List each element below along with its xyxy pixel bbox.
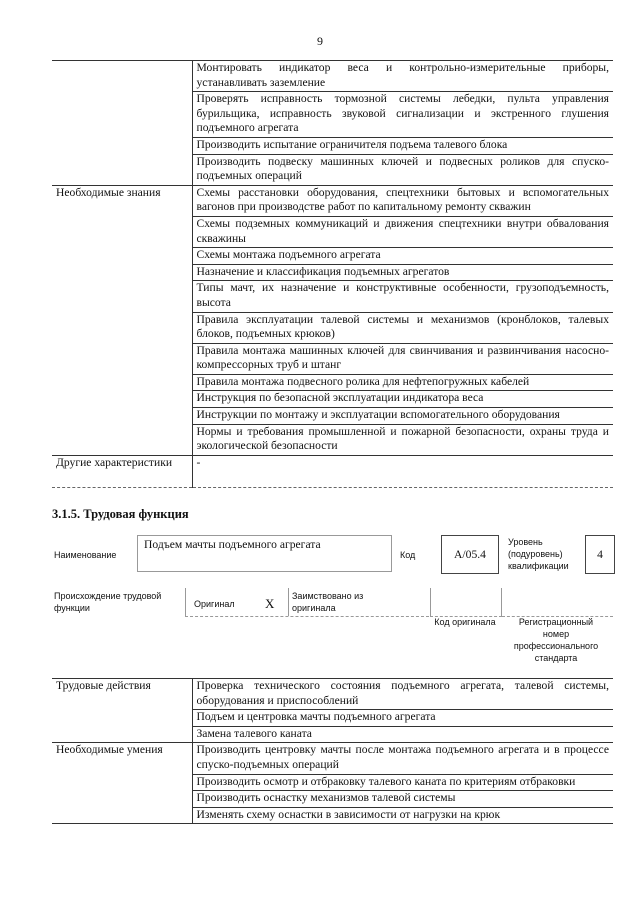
table-row: [52, 264, 613, 281]
table-row: [52, 743, 613, 774]
action-item: Замена талевого каната: [192, 726, 613, 743]
other-value: -: [192, 455, 613, 487]
table-row: [52, 455, 613, 487]
table-row: [52, 216, 613, 247]
skill-item: Изменять схему оснастки в зависимости от нагрузки на крюк: [192, 807, 613, 824]
page-number: 9: [317, 34, 323, 48]
code-value: А/05.4: [441, 535, 499, 574]
action-item: Проверять исправность тормозной системы лебедки, пульта управления бурильщика, исправность звуковой сигнализации и экстренного глушения подъемного агрегата: [192, 92, 613, 138]
table-row: [52, 391, 613, 408]
level-label: Уровень (подуровень) квалификации: [508, 537, 569, 571]
knowledge-item: Нормы и требования промышленной и пожарной безопасности, охраны труда и экологической безопасности: [192, 424, 613, 455]
table-row: [52, 248, 613, 265]
knowledge-label: Необходимые знания: [56, 185, 161, 199]
reg-number-label: Регистрационный номер профессионального стандарта: [513, 617, 599, 663]
skill-item: Производить оснастку механизмов талевой системы: [192, 791, 613, 808]
name-label: Наименование: [54, 550, 117, 560]
action-item: Производить испытание ограничителя подъема талевого блока: [192, 137, 613, 154]
table-row: [52, 312, 613, 343]
knowledge-item: Инструкция по безопасной эксплуатации индикатора веса: [192, 391, 613, 408]
original-mark: X: [265, 596, 275, 611]
knowledge-item: Правила эксплуатации талевой системы и механизмов (кронблоков, талевых блоков, подъемных крюков): [192, 312, 613, 343]
actions-label: Трудовые действия: [52, 679, 192, 710]
action-item: Производить подвеску машинных ключей и подвесных роликов для спуско-подъемных операций: [192, 154, 613, 185]
level-value: 4: [585, 535, 615, 574]
action-item: Подъем и центровка мачты подъемного агрегата: [192, 710, 613, 727]
action-item: Проверка технического состояния подъемного агрегата, талевой системы, оборудования и приспособлений: [192, 679, 613, 710]
skills-label: Необходимые умения: [56, 743, 163, 757]
table-row: [52, 424, 613, 455]
skill-item: Производить центровку мачты после монтажа подъемного агрегата и в процессе спуско-подъемных операций: [192, 743, 613, 774]
action-item: Монтировать индикатор веса и контрольно-измерительные приборы, устанавливать заземление: [192, 61, 613, 92]
table-row: [52, 726, 613, 743]
knowledge-item: Правила монтажа подвесного ролика для нефтепогружных кабелей: [192, 374, 613, 391]
knowledge-item: Схемы расстановки оборудования, спецтехники бытовых и вспомогательных вагонов при производстве работ по капитальному ремонту скважин: [192, 185, 613, 216]
table-row: [52, 679, 613, 710]
table-row: [52, 185, 613, 216]
knowledge-item: Схемы монтажа подъемного агрегата: [192, 248, 613, 265]
name-value: Подъем мачты подъемного агрегата: [137, 535, 392, 572]
borrowed-label: Заимствовано из оригинала: [292, 591, 364, 613]
knowledge-item: Инструкции по монтажу и эксплуатации вспомогательного оборудования: [192, 408, 613, 425]
knowledge-item: Правила монтажа машинных ключей для свинчивания и развинчивания насосно-компрессорных труб и штанг: [192, 343, 613, 374]
table-row: [52, 374, 613, 391]
table-row: [52, 408, 613, 425]
code-label: Код: [400, 550, 416, 560]
table-row: [52, 137, 613, 154]
table-row: [52, 791, 613, 808]
table-row: [52, 343, 613, 374]
table-row: [52, 774, 613, 791]
skill-item: Производить осмотр и отбраковку талевого каната по критериям отбраковки: [192, 774, 613, 791]
knowledge-item: Назначение и классификация подъемных агрегатов: [192, 264, 613, 281]
knowledge-item: Схемы подземных коммуникаций и движения спецтехники внутри обвалования скважины: [192, 216, 613, 247]
table-row: [52, 807, 613, 824]
knowledge-table: [52, 60, 613, 488]
code-original-label: Код оригинала: [434, 617, 496, 627]
table-row: [52, 61, 613, 92]
actions-table: [52, 678, 613, 824]
section-title: 3.1.5. Трудовая функция: [52, 507, 189, 521]
other-label: Другие характеристики: [52, 455, 192, 487]
reg-number-box: [502, 588, 613, 617]
origin-label: Происхождение трудовой функции: [54, 591, 162, 613]
table-row: [52, 710, 613, 727]
table-row: [52, 154, 613, 185]
table-row: [52, 92, 613, 138]
original-label: Оригинал: [194, 599, 235, 609]
knowledge-item: Типы мачт, их назначение и конструктивные особенности, грузоподъемность, высота: [192, 281, 613, 312]
table-row: [52, 281, 613, 312]
code-original-box: [430, 588, 502, 617]
